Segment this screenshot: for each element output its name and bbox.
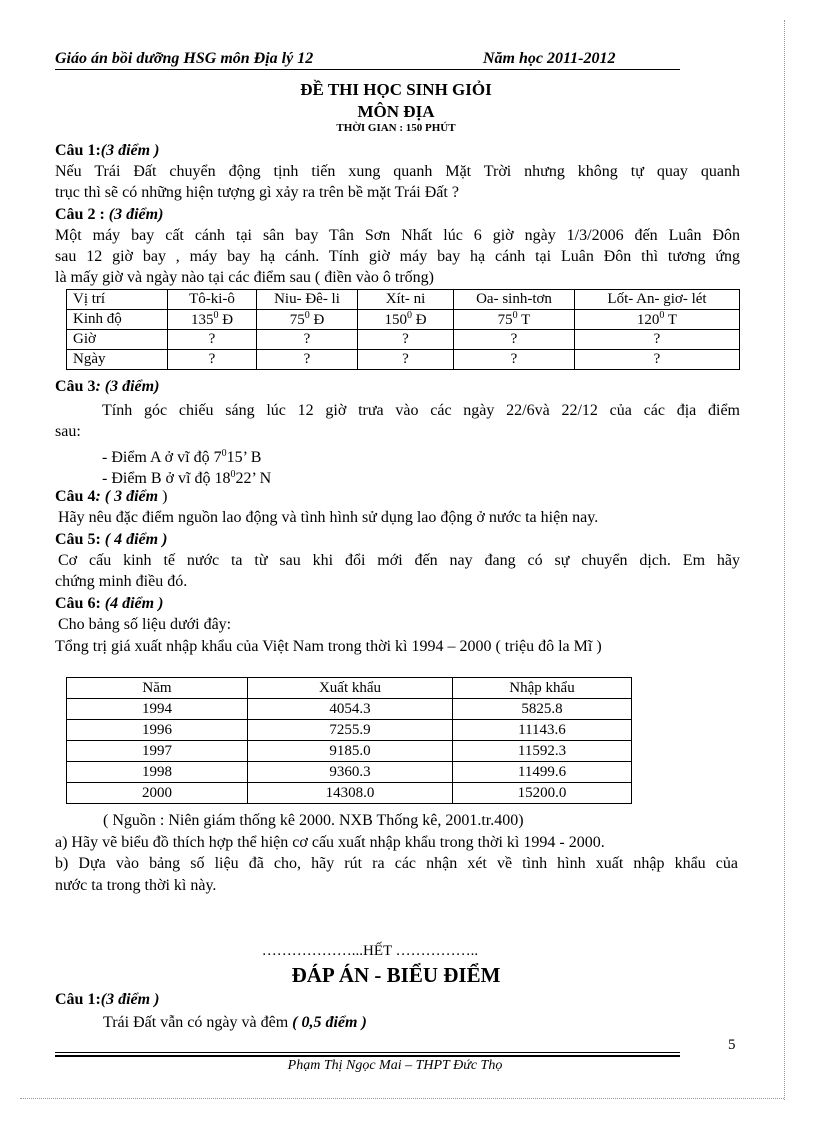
table-row <box>67 699 632 720</box>
question-3-text: Tính góc chiếu sáng lúc 12 giờ trưa vào các ngày 22/6và 22/12 của các địa điểm <box>102 402 740 419</box>
table-cell: 1998 <box>67 762 248 783</box>
blank-cell[interactable]: ? <box>358 350 454 370</box>
question-5-heading: Câu 5: ( 4 điểm ) <box>55 531 168 548</box>
table-cell: 1996 <box>67 720 248 741</box>
question-1-text: Nếu Trái Đất chuyển động tịnh tiến xung quanh Mặt Trời nhưng không tự quay quanh <box>55 163 740 180</box>
question-1-text: trục thì sẽ có những hiện tượng gì xảy ra trên bề mặt Trái Đất ? <box>55 184 459 201</box>
table-cell: 15200.0 <box>453 783 632 804</box>
table-header: Lốt- An- giơ- lét <box>575 290 740 310</box>
table-row <box>67 330 740 350</box>
blank-cell[interactable]: ? <box>257 350 358 370</box>
footer-rule <box>55 1055 680 1057</box>
question-6-text: Cho bảng số liệu dưới đây: <box>58 616 232 633</box>
question-6b: b) Dựa vào bảng số liệu đã cho, hãy rút ra các nhận xét về tình hình xuất nhập khẩu của <box>55 855 738 872</box>
question-5-text: Cơ cấu kinh tế nước ta từ sau khi đổi mới đến nay đang có sự chuyển dịch. Em hãy <box>58 552 740 569</box>
blank-cell[interactable]: ? <box>257 330 358 350</box>
question-3-point-b: - Điểm B ở vĩ độ $18^022$’ N <box>102 469 272 487</box>
question-3-point-a: - Điểm A ở vĩ độ $7^015$’ B <box>102 448 262 466</box>
table-cell: $135^0$ Đ <box>168 310 257 330</box>
table-cell: 5825.8 <box>453 699 632 720</box>
answer-key-title: ĐÁP ÁN - BIỂU ĐIỂM <box>291 963 501 987</box>
question-2-heading: Câu 2 : (3 điểm) <box>55 206 164 223</box>
table-header: Oa- sinh-tơn <box>454 290 575 310</box>
trade-data-table <box>66 677 632 804</box>
blank-cell[interactable]: ? <box>454 330 575 350</box>
question-5-text: chứng minh điều đó. <box>55 573 188 590</box>
blank-cell[interactable]: ? <box>168 350 257 370</box>
question-3-heading: Câu 3: (3 điểm) <box>55 378 160 395</box>
exam-subject: MÔN ĐỊA <box>357 102 435 121</box>
table-header: Xít- ni <box>358 290 454 310</box>
table-header: Xuất khẩu <box>248 678 453 699</box>
table-header: Tô-ki-ô <box>168 290 257 310</box>
table-header: Năm <box>67 678 248 699</box>
question-6b: nước ta trong thời kì này. <box>55 877 217 894</box>
table-header: Niu- Đê- li <box>257 290 358 310</box>
table-cell: Giờ <box>67 330 168 350</box>
table-cell: $75^0$ Đ <box>257 310 358 330</box>
table-cell: 2000 <box>67 783 248 804</box>
header-right: Năm học 2011-2012 <box>483 50 616 67</box>
table-cell: Kinh độ <box>67 310 168 330</box>
question-3-text: sau: <box>55 423 81 440</box>
table-cell: 11499.6 <box>453 762 632 783</box>
question-2-text: sau 12 giờ bay , máy bay hạ cánh. Tính giờ máy bay hạ cánh tại Luân Đôn thì tương ứng <box>55 248 740 265</box>
table-cell: 4054.3 <box>248 699 453 720</box>
table-row <box>67 783 632 804</box>
time-zone-table <box>66 289 740 370</box>
blank-cell[interactable]: ? <box>575 330 740 350</box>
table-cell: $75^0$ T <box>454 310 575 330</box>
question-4-heading: Câu 4: ( 3 điểm ) <box>55 488 168 505</box>
table-cell: $150^0$ Đ <box>358 310 454 330</box>
blank-cell[interactable]: ? <box>168 330 257 350</box>
table-cell: 11592.3 <box>453 741 632 762</box>
table-header: Vị trí <box>67 290 168 310</box>
exam-duration: THỜI GIAN : 150 PHÚT <box>336 122 456 134</box>
answer-1-text: Trái Đất vẫn có ngày và đêm ( 0,5 điểm ) <box>103 1014 367 1031</box>
table-row <box>67 310 740 330</box>
question-1-heading: Câu 1:(3 điểm ) <box>55 142 160 159</box>
page-margin-line <box>784 20 785 1100</box>
table-cell: 9185.0 <box>248 741 453 762</box>
table-cell: 7255.9 <box>248 720 453 741</box>
table-cell: 1994 <box>67 699 248 720</box>
blank-cell[interactable]: ? <box>575 350 740 370</box>
table-cell: 9360.3 <box>248 762 453 783</box>
page-footer: Phạm Thị Ngọc Mai – THPT Đức Thọ <box>287 1058 503 1073</box>
footer-rule <box>55 1052 680 1053</box>
table-cell: 11143.6 <box>453 720 632 741</box>
table-row <box>67 741 632 762</box>
question-4-text: Hãy nêu đặc điểm nguồn lao động và tình hình sử dụng lao động ở nước ta hiện nay. <box>58 509 599 526</box>
page-number: 5 <box>728 1037 736 1053</box>
table-row <box>67 290 740 310</box>
answer-1-heading: Câu 1:(3 điểm ) <box>55 991 160 1008</box>
table-cell: Ngày <box>67 350 168 370</box>
page-header <box>55 50 680 70</box>
end-marker: ………………...HẾT …………….. <box>261 943 479 959</box>
page-bottom-margin-line <box>20 1098 784 1099</box>
header-left: Giáo án bồi dưỡng HSG môn Địa lý 12 <box>55 50 314 67</box>
table-cell: 14308.0 <box>248 783 453 804</box>
exam-title: ĐỀ THI HỌC SINH GIỎI <box>300 80 492 99</box>
blank-cell[interactable]: ? <box>358 330 454 350</box>
table-header: Nhập khẩu <box>453 678 632 699</box>
table-row <box>67 350 740 370</box>
header-rule <box>55 69 680 70</box>
source-note: ( Nguồn : Niên giám thống kê 2000. NXB Thống kê, 2001.tr.400) <box>103 812 524 829</box>
question-2-text: là mấy giờ và ngày nào tại các điểm sau ( điền vào ô trống) <box>55 269 434 286</box>
table-row <box>67 762 632 783</box>
question-6a: a) Hãy vẽ biểu đồ thích hợp thể hiện cơ cấu xuất nhập khẩu trong thời kì 1994 - 2000. <box>55 834 605 851</box>
table-row <box>67 720 632 741</box>
table-cell: 1997 <box>67 741 248 762</box>
table-row <box>67 678 632 699</box>
table-cell: $120^0$ T <box>575 310 740 330</box>
question-2-text: Một máy bay cất cánh tại sân bay Tân Sơn Nhất lúc 6 giờ ngày 1/3/2006 đến Luân Đôn <box>55 227 740 244</box>
question-6-text: Tổng trị giá xuất nhập khẩu của Việt Nam trong thời kì 1994 – 2000 ( triệu đô la Mĩ ) <box>55 638 602 655</box>
blank-cell[interactable]: ? <box>454 350 575 370</box>
question-6-heading: Câu 6: (4 điểm ) <box>55 595 164 612</box>
